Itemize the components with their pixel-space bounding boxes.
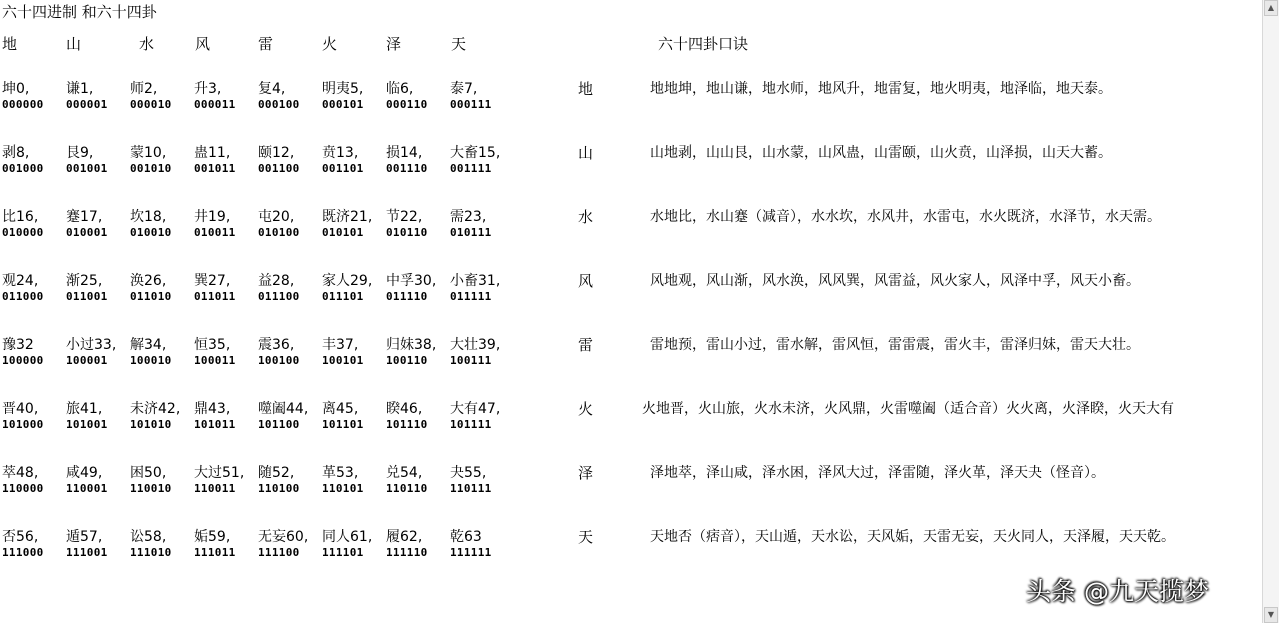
hexagram-name: 蛊11, bbox=[194, 145, 231, 161]
hexagram-binary-code: 111011 bbox=[194, 546, 236, 559]
hexagram-cell bbox=[450, 336, 500, 367]
hexagram-name: 咸49, bbox=[66, 465, 103, 481]
hexagram-cell bbox=[130, 208, 172, 239]
hexagram-binary-code: 010110 bbox=[386, 226, 428, 239]
row-verse: 风地观，风山渐，风水涣，风风巽，风雷益，风火家人，风泽中孚，风天小畜。 bbox=[650, 273, 1140, 289]
hexagram-cell bbox=[66, 528, 108, 559]
hexagram-cell bbox=[66, 144, 108, 175]
hexagram-cell bbox=[66, 208, 108, 239]
hexagram-cell bbox=[386, 144, 428, 175]
hexagram-cell bbox=[258, 400, 308, 431]
hexagram-name: 晋40, bbox=[2, 401, 39, 417]
hexagram-binary-code: 000111 bbox=[450, 98, 492, 111]
hexagram-cell bbox=[2, 464, 44, 495]
row-verse: 地地坤，地山谦，地水师，地风升，地雷复，地火明夷，地泽临，地天泰。 bbox=[650, 81, 1112, 97]
hexagram-binary-code: 101101 bbox=[322, 418, 364, 431]
hexagram-binary-code: 000001 bbox=[66, 98, 108, 111]
hexagram-name: 艮9, bbox=[66, 145, 94, 161]
hexagram-cell bbox=[258, 80, 300, 111]
hexagram-binary-code: 111001 bbox=[66, 546, 108, 559]
row-trigram-label: 水 bbox=[578, 208, 594, 226]
hexagram-name: 泰7, bbox=[450, 81, 478, 97]
row-verse: 泽地萃，泽山咸，泽水困，泽风大过，泽雷随，泽火革，泽天夬（怪音）。 bbox=[650, 465, 1105, 481]
hexagram-cell bbox=[450, 528, 492, 559]
hexagram-binary-code: 100001 bbox=[66, 354, 108, 367]
hexagram-binary-code: 111111 bbox=[450, 546, 492, 559]
hexagram-binary-code: 100111 bbox=[450, 354, 492, 367]
hexagram-name: 兑54, bbox=[386, 465, 423, 481]
hexagram-name: 复4, bbox=[258, 81, 286, 97]
hexagram-name: 随52, bbox=[258, 465, 295, 481]
hexagram-binary-code: 011110 bbox=[386, 290, 428, 303]
hexagram-binary-code: 010100 bbox=[258, 226, 300, 239]
hexagram-name: 噬阖44, bbox=[258, 401, 309, 417]
hexagram-binary-code: 110010 bbox=[130, 482, 172, 495]
hexagram-name: 贲13, bbox=[322, 145, 359, 161]
hexagram-binary-code: 110011 bbox=[194, 482, 236, 495]
hexagram-binary-code: 000101 bbox=[322, 98, 364, 111]
hexagram-cell bbox=[130, 336, 172, 367]
hexagram-cell bbox=[2, 400, 44, 431]
hexagram-cell bbox=[386, 400, 428, 431]
hexagram-cell bbox=[130, 272, 172, 303]
hexagram-name: 震36, bbox=[258, 337, 295, 353]
hexagram-cell bbox=[130, 400, 180, 431]
row-verse: 火地晋，火山旅，火水未济，火风鼎，火雷噬阖（适合音）火火离，火泽睽，火天大有 bbox=[642, 401, 1174, 417]
hexagram-cell bbox=[258, 336, 300, 367]
hexagram-binary-code: 011111 bbox=[450, 290, 492, 303]
hexagram-name: 无妄60, bbox=[258, 529, 309, 545]
table-row bbox=[0, 80, 1262, 120]
hexagram-binary-code: 001000 bbox=[2, 162, 44, 175]
hexagram-cell bbox=[194, 528, 236, 559]
hexagram-cell bbox=[450, 464, 492, 495]
hexagram-name: 升3, bbox=[194, 81, 222, 97]
hexagram-name: 丰37, bbox=[322, 337, 359, 353]
hexagram-binary-code: 110101 bbox=[322, 482, 364, 495]
hexagram-cell bbox=[194, 144, 236, 175]
hexagram-binary-code: 111100 bbox=[258, 546, 300, 559]
hexagram-cell bbox=[2, 144, 44, 175]
hexagram-binary-code: 000110 bbox=[386, 98, 428, 111]
hexagram-cell bbox=[386, 272, 436, 303]
hexagram-name: 损14, bbox=[386, 145, 423, 161]
hexagram-cell bbox=[130, 144, 172, 175]
row-trigram-label: 雷 bbox=[578, 336, 594, 354]
row-verse: 天地否（痞音），天山遁，天水讼，天风姤，天雷无妄，天火同人，天泽履，天天乾。 bbox=[650, 529, 1175, 545]
hexagram-binary-code: 000010 bbox=[130, 98, 172, 111]
hexagram-binary-code: 010001 bbox=[66, 226, 108, 239]
table-row bbox=[0, 336, 1262, 376]
hexagram-name: 鼎43, bbox=[194, 401, 231, 417]
hexagram-cell bbox=[2, 80, 44, 111]
hexagram-binary-code: 101100 bbox=[258, 418, 300, 431]
hexagram-name: 夬55, bbox=[450, 465, 487, 481]
hexagram-binary-code: 110111 bbox=[450, 482, 492, 495]
hexagram-binary-code: 100101 bbox=[322, 354, 364, 367]
hexagram-binary-code: 011100 bbox=[258, 290, 300, 303]
hexagram-binary-code: 000100 bbox=[258, 98, 300, 111]
column-header-ze: 泽 bbox=[386, 35, 402, 53]
hexagram-binary-code: 011101 bbox=[322, 290, 364, 303]
watermark: 头条 @九天揽梦 bbox=[1026, 577, 1209, 606]
hexagram-cell bbox=[386, 528, 428, 559]
hexagram-cell bbox=[258, 272, 300, 303]
hexagram-cell bbox=[2, 272, 44, 303]
hexagram-cell bbox=[130, 80, 172, 111]
table-row bbox=[0, 144, 1262, 184]
hexagram-binary-code: 010101 bbox=[322, 226, 364, 239]
hexagram-cell bbox=[322, 464, 364, 495]
hexagram-binary-code: 000000 bbox=[2, 98, 44, 111]
hexagram-binary-code: 001101 bbox=[322, 162, 364, 175]
hexagram-binary-code: 010111 bbox=[450, 226, 492, 239]
verse-header: 六十四卦口诀 bbox=[658, 35, 749, 53]
hexagram-binary-code: 101111 bbox=[450, 418, 492, 431]
hexagram-name: 困50, bbox=[130, 465, 167, 481]
hexagram-binary-code: 010000 bbox=[2, 226, 44, 239]
hexagram-name: 谦1, bbox=[66, 81, 94, 97]
hexagram-binary-code: 100100 bbox=[258, 354, 300, 367]
row-verse: 水地比，水山蹇（减音），水水坎，水风井，水雷屯，水火既济，水泽节，水天需。 bbox=[650, 209, 1161, 225]
hexagram-cell bbox=[194, 80, 236, 111]
hexagram-name: 归妹38, bbox=[386, 337, 437, 353]
hexagram-name: 需23, bbox=[450, 209, 487, 225]
hexagram-name: 家人29, bbox=[322, 273, 373, 289]
hexagram-cell bbox=[386, 80, 428, 111]
hexagram-cell bbox=[66, 336, 116, 367]
hexagram-name: 大畜15, bbox=[450, 145, 501, 161]
hexagram-cell bbox=[194, 464, 244, 495]
hexagram-cell bbox=[322, 336, 364, 367]
hexagram-binary-code: 101000 bbox=[2, 418, 44, 431]
row-trigram-label: 泽 bbox=[578, 464, 594, 482]
hexagram-cell bbox=[322, 400, 364, 431]
hexagram-name: 同人61, bbox=[322, 529, 373, 545]
hexagram-cell bbox=[194, 336, 236, 367]
hexagram-name: 萃48, bbox=[2, 465, 39, 481]
row-verse: 山地剥，山山艮，山水蒙，山风蛊，山雷颐，山火贲，山泽损，山天大蓄。 bbox=[650, 145, 1112, 161]
hexagram-binary-code: 101010 bbox=[130, 418, 172, 431]
hexagram-cell bbox=[450, 80, 492, 111]
hexagram-name: 蹇17, bbox=[66, 209, 103, 225]
hexagram-binary-code: 001001 bbox=[66, 162, 108, 175]
hexagram-cell bbox=[450, 144, 500, 175]
row-trigram-label: 地 bbox=[578, 80, 594, 98]
hexagram-name: 大过51, bbox=[194, 465, 245, 481]
hexagram-binary-code: 101110 bbox=[386, 418, 428, 431]
hexagram-name: 中孚30, bbox=[386, 273, 437, 289]
hexagram-name: 大壮39, bbox=[450, 337, 501, 353]
hexagram-name: 大有47, bbox=[450, 401, 501, 417]
hexagram-cell bbox=[258, 144, 300, 175]
hexagram-binary-code: 000011 bbox=[194, 98, 236, 111]
hexagram-name: 坎18, bbox=[130, 209, 167, 225]
hexagram-name: 比16, bbox=[2, 209, 39, 225]
column-header-tian: 天 bbox=[451, 35, 467, 53]
hexagram-name: 明夷5, bbox=[322, 81, 364, 97]
hexagram-cell bbox=[2, 208, 44, 239]
column-header-shan: 山 bbox=[66, 35, 82, 53]
hexagram-name: 革53, bbox=[322, 465, 359, 481]
row-trigram-label: 山 bbox=[578, 144, 594, 162]
row-verse: 雷地预，雷山小过，雷水解，雷风恒，雷雷震，雷火丰，雷泽归妹，雷天大壮。 bbox=[650, 337, 1140, 353]
hexagram-binary-code: 101011 bbox=[194, 418, 236, 431]
hexagram-name: 讼58, bbox=[130, 529, 167, 545]
column-header-di: 地 bbox=[2, 35, 18, 53]
hexagram-cell bbox=[386, 464, 428, 495]
column-header-shui: 水 bbox=[139, 35, 155, 53]
hexagram-name: 遁57, bbox=[66, 529, 103, 545]
hexagram-binary-code: 110110 bbox=[386, 482, 428, 495]
hexagram-cell bbox=[194, 272, 236, 303]
hexagram-name: 涣26, bbox=[130, 273, 167, 289]
hexagram-cell bbox=[194, 400, 236, 431]
hexagram-cell bbox=[66, 272, 108, 303]
hexagram-cell bbox=[386, 208, 428, 239]
column-header-feng: 风 bbox=[195, 35, 211, 53]
hexagram-binary-code: 011010 bbox=[130, 290, 172, 303]
table-row bbox=[0, 528, 1262, 568]
hexagram-name: 渐25, bbox=[66, 273, 103, 289]
hexagram-cell bbox=[2, 528, 44, 559]
hexagram-binary-code: 110001 bbox=[66, 482, 108, 495]
hexagram-name: 井19, bbox=[194, 209, 231, 225]
column-header-huo: 火 bbox=[322, 35, 338, 53]
hexagram-binary-code: 110000 bbox=[2, 482, 44, 495]
hexagram-name: 离45, bbox=[322, 401, 359, 417]
hexagram-cell bbox=[450, 208, 492, 239]
hexagram-binary-code: 111110 bbox=[386, 546, 428, 559]
page-title: 六十四进制 和六十四卦 bbox=[2, 3, 157, 21]
hexagram-cell bbox=[450, 400, 500, 431]
hexagram-name: 解34, bbox=[130, 337, 167, 353]
hexagram-name: 巽27, bbox=[194, 273, 231, 289]
vertical-scrollbar[interactable] bbox=[1262, 0, 1279, 623]
hexagram-name: 小畜31, bbox=[450, 273, 501, 289]
hexagram-cell bbox=[322, 528, 372, 559]
hexagram-name: 临6, bbox=[386, 81, 414, 97]
hexagram-binary-code: 011000 bbox=[2, 290, 44, 303]
hexagram-binary-code: 101001 bbox=[66, 418, 108, 431]
hexagram-name: 豫32 bbox=[2, 337, 34, 353]
hexagram-binary-code: 100000 bbox=[2, 354, 44, 367]
row-trigram-label: 火 bbox=[578, 400, 594, 418]
hexagram-cell bbox=[66, 80, 108, 111]
hexagram-name: 履62, bbox=[386, 529, 423, 545]
hexagram-name: 节22, bbox=[386, 209, 423, 225]
hexagram-binary-code: 010011 bbox=[194, 226, 236, 239]
hexagram-binary-code: 110100 bbox=[258, 482, 300, 495]
scroll-down-arrow-icon[interactable]: ▼ bbox=[1264, 607, 1278, 623]
hexagram-binary-code: 100010 bbox=[130, 354, 172, 367]
hexagram-cell bbox=[130, 528, 172, 559]
hexagram-name: 姤59, bbox=[194, 529, 231, 545]
hexagram-binary-code: 001010 bbox=[130, 162, 172, 175]
hexagram-cell bbox=[130, 464, 172, 495]
hexagram-cell bbox=[258, 464, 300, 495]
hexagram-cell bbox=[258, 528, 308, 559]
hexagram-cell bbox=[322, 144, 364, 175]
hexagram-cell bbox=[322, 208, 372, 239]
hexagram-cell bbox=[2, 336, 44, 367]
column-header-lei: 雷 bbox=[258, 35, 274, 53]
hexagram-name: 观24, bbox=[2, 273, 39, 289]
hexagram-binary-code: 100110 bbox=[386, 354, 428, 367]
hexagram-name: 睽46, bbox=[386, 401, 423, 417]
hexagram-cell bbox=[322, 80, 364, 111]
hexagram-name: 恒35, bbox=[194, 337, 231, 353]
hexagram-name: 蒙10, bbox=[130, 145, 167, 161]
hexagram-name: 乾63 bbox=[450, 529, 482, 545]
hexagram-binary-code: 001110 bbox=[386, 162, 428, 175]
hexagram-name: 旅41, bbox=[66, 401, 103, 417]
scroll-up-arrow-icon[interactable]: ▲ bbox=[1264, 0, 1278, 16]
hexagram-name: 既济21, bbox=[322, 209, 373, 225]
hexagram-binary-code: 111000 bbox=[2, 546, 44, 559]
hexagram-cell bbox=[66, 400, 108, 431]
hexagram-binary-code: 111101 bbox=[322, 546, 364, 559]
table-row bbox=[0, 464, 1262, 504]
hexagram-name: 屯20, bbox=[258, 209, 295, 225]
hexagram-binary-code: 010010 bbox=[130, 226, 172, 239]
hexagram-name: 颐12, bbox=[258, 145, 295, 161]
row-trigram-label: 风 bbox=[578, 272, 594, 290]
hexagram-binary-code: 011001 bbox=[66, 290, 108, 303]
hexagram-name: 小过33, bbox=[66, 337, 117, 353]
hexagram-name: 剥8, bbox=[2, 145, 30, 161]
hexagram-binary-code: 001011 bbox=[194, 162, 236, 175]
hexagram-cell bbox=[66, 464, 108, 495]
hexagram-cell bbox=[386, 336, 436, 367]
hexagram-name: 益28, bbox=[258, 273, 295, 289]
hexagram-name: 坤0, bbox=[2, 81, 30, 97]
hexagram-name: 否56, bbox=[2, 529, 39, 545]
table-row bbox=[0, 400, 1262, 440]
hexagram-cell bbox=[194, 208, 236, 239]
hexagram-cell bbox=[258, 208, 300, 239]
hexagram-binary-code: 111010 bbox=[130, 546, 172, 559]
table-row bbox=[0, 208, 1262, 248]
hexagram-name: 未济42, bbox=[130, 401, 181, 417]
table-row bbox=[0, 272, 1262, 312]
row-trigram-label: 天 bbox=[578, 528, 594, 546]
hexagram-binary-code: 011011 bbox=[194, 290, 236, 303]
hexagram-name: 师2, bbox=[130, 81, 158, 97]
hexagram-binary-code: 001111 bbox=[450, 162, 492, 175]
hexagram-cell bbox=[322, 272, 372, 303]
hexagram-cell bbox=[450, 272, 500, 303]
hexagram-binary-code: 100011 bbox=[194, 354, 236, 367]
hexagram-binary-code: 001100 bbox=[258, 162, 300, 175]
